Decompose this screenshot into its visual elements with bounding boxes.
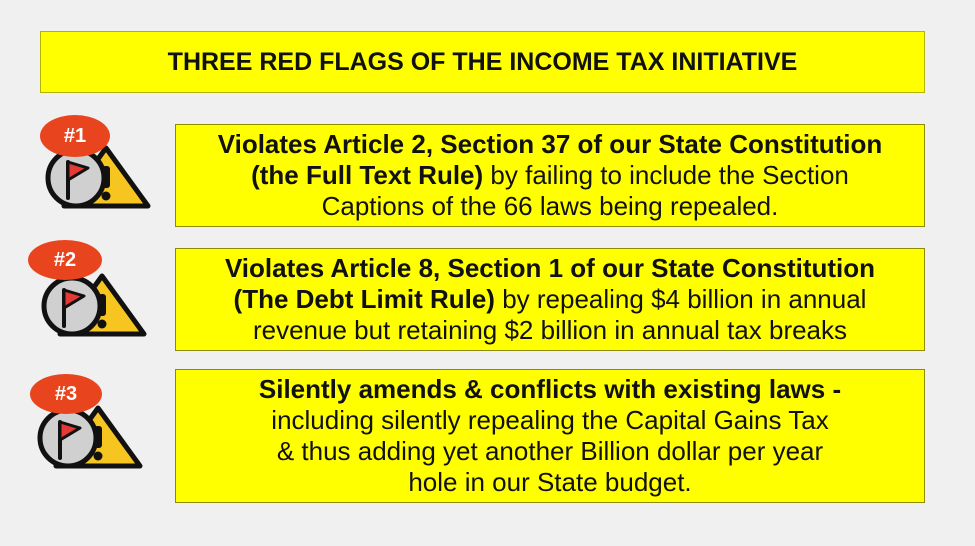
flag-3-normal-line-2: & thus adding yet another Billion dollar per year — [276, 436, 824, 466]
flag-1-text-box — [175, 124, 925, 227]
flag-2-normal-inline: by repealing $4 billion in annual — [494, 284, 867, 314]
badge-1: #1 — [40, 115, 110, 157]
flag-2-text-box — [175, 248, 925, 351]
badge-2: #2 — [28, 240, 102, 280]
flag-2-normal-line-1: revenue but retaining $2 billion in annual tax breaks — [252, 315, 848, 345]
flag-3-text-box — [175, 369, 925, 503]
flag-1-normal-line-1: Captions of the 66 laws being repealed. — [321, 191, 779, 221]
flag-3-normal-line-3: hole in our State budget. — [408, 467, 692, 497]
flag-1-bold-line-2: (the Full Text Rule) — [251, 160, 484, 190]
flag-3-normal-line-1: including silently repealing the Capital Gains Tax — [271, 405, 829, 435]
page-title: THREE RED FLAGS OF THE INCOME TAX INITIATIVE — [40, 31, 925, 93]
badge-3: #3 — [30, 374, 102, 414]
flag-2-bold-line-1: Violates Article 8, Section 1 of our State Constitution — [224, 253, 876, 283]
flag-2-bold-line-2: (The Debt Limit Rule) — [233, 284, 495, 314]
flag-1-bold-line-1: Violates Article 2, Section 37 of our State Constitution — [217, 129, 883, 159]
flag-3-bold-line-1: Silently amends & conflicts with existing laws - — [258, 374, 842, 404]
flag-1-normal-inline: by failing to include the Section — [483, 160, 849, 190]
